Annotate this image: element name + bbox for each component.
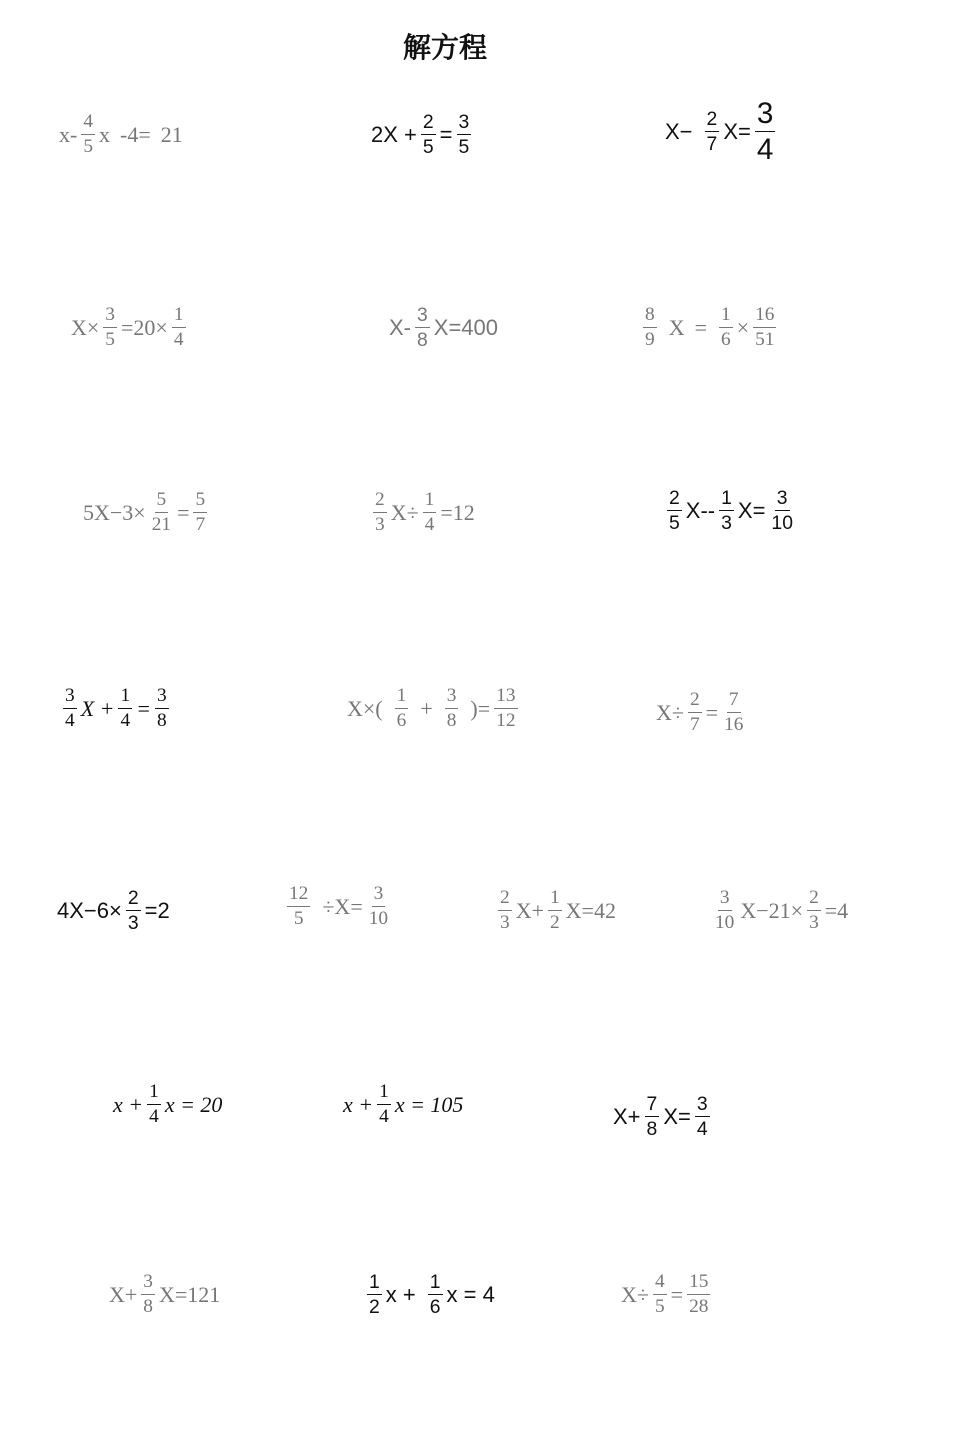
fraction-denominator: 5 <box>105 329 115 351</box>
fraction-numerator: 1 <box>423 490 437 513</box>
fraction <box>103 305 117 351</box>
equation-r6c1 <box>112 1082 223 1128</box>
equation-r3c2 <box>370 490 476 536</box>
equation-text: X= <box>663 1103 691 1129</box>
fraction-numerator: 1 <box>719 488 734 511</box>
equation-text: X- <box>389 314 411 340</box>
fraction-denominator: 16 <box>724 714 744 736</box>
fraction-denominator: 4 <box>149 1106 159 1128</box>
fraction <box>421 112 436 158</box>
fraction <box>118 686 132 732</box>
fraction <box>287 884 310 930</box>
fraction <box>172 305 186 351</box>
fraction <box>498 888 512 934</box>
fraction-numerator: 16 <box>753 305 776 328</box>
equation-text: X+ <box>515 897 544 923</box>
fraction <box>719 305 733 351</box>
fraction-denominator: 12 <box>496 710 516 732</box>
equation-text: X×( <box>347 695 383 721</box>
fraction-denominator: 5 <box>293 908 304 930</box>
fraction-numerator: 3 <box>155 686 169 709</box>
equation-r5c4 <box>710 888 849 934</box>
equation-r7c2 <box>364 1272 496 1318</box>
equation-r2c2 <box>388 305 499 351</box>
equation-text: X÷ <box>390 499 419 525</box>
fraction <box>713 888 736 934</box>
fraction <box>126 888 141 934</box>
fraction-denominator: 4 <box>120 710 131 732</box>
equation-text: X− <box>665 118 693 144</box>
fraction-denominator: 6 <box>721 329 731 351</box>
fraction-numerator: 1 <box>118 686 132 709</box>
equation-text: =12 <box>440 499 475 525</box>
fraction-denominator: 8 <box>646 1118 658 1141</box>
equation-r5c1 <box>56 888 171 934</box>
equation-text: X+ <box>613 1103 641 1129</box>
equation-text: 4X−6× <box>57 897 122 923</box>
fraction-numerator: 1 <box>172 305 186 328</box>
equation-text: x + <box>343 1091 374 1117</box>
fraction <box>415 305 430 351</box>
fraction-denominator: 8 <box>417 329 428 352</box>
equation-text: X <box>668 314 685 340</box>
equation-text: X÷ <box>656 699 684 725</box>
fraction-numerator: 2 <box>498 888 512 911</box>
fraction-numerator: 2 <box>688 690 702 713</box>
equation-text: -4= <box>120 121 151 147</box>
fraction <box>150 490 173 536</box>
fraction <box>445 686 459 732</box>
fraction <box>423 490 437 536</box>
fraction-denominator: 6 <box>429 1296 441 1319</box>
fraction <box>367 1272 382 1318</box>
fraction-numerator: 7 <box>727 690 741 713</box>
fraction-numerator: 1 <box>377 1082 391 1105</box>
fraction <box>807 888 821 934</box>
fraction-numerator: 3 <box>457 112 472 135</box>
fraction-numerator: 3 <box>415 305 430 328</box>
fraction <box>722 690 745 736</box>
fraction-denominator: 51 <box>755 329 775 351</box>
equation-r4c2 <box>346 686 521 732</box>
fraction <box>155 686 169 732</box>
fraction-numerator: 5 <box>193 490 207 513</box>
fraction <box>193 490 207 536</box>
fraction-numerator: 3 <box>445 686 459 709</box>
fraction <box>548 888 562 934</box>
fraction <box>377 1082 391 1128</box>
fraction-numerator: 7 <box>645 1094 660 1117</box>
fraction-denominator: 3 <box>127 912 139 935</box>
equation-text: × <box>736 314 750 340</box>
fraction-denominator: 4 <box>424 514 435 536</box>
fraction-denominator: 10 <box>368 908 389 930</box>
fraction-denominator: 4 <box>379 1106 389 1128</box>
fraction-denominator: 5 <box>83 136 94 158</box>
equation-text: x = 4 <box>446 1281 495 1307</box>
fraction-denominator: 2 <box>549 912 560 934</box>
fraction-numerator: 2 <box>807 888 821 911</box>
equation-text: = <box>694 314 707 340</box>
fraction-denominator: 3 <box>809 912 819 934</box>
equation-r7c1 <box>108 1272 221 1318</box>
fraction-numerator: 3 <box>141 1272 155 1295</box>
equation-r1c3 <box>664 98 778 165</box>
fraction <box>643 305 657 351</box>
fraction-denominator: 3 <box>375 514 385 536</box>
equation-text: X÷ <box>621 1281 649 1307</box>
equation-text: x = 105 <box>394 1091 464 1117</box>
fraction-denominator: 4 <box>696 1118 708 1141</box>
fraction <box>395 686 409 732</box>
fraction-denominator: 7 <box>706 133 718 156</box>
fraction <box>367 884 390 930</box>
fraction-denominator: 3 <box>500 912 510 934</box>
equation-text: X + <box>80 695 115 721</box>
equation-r2c3 <box>640 305 779 351</box>
equation-r6c3 <box>612 1094 713 1140</box>
fraction <box>753 305 776 351</box>
equation-r4c3 <box>655 690 748 736</box>
fraction-numerator: 3 <box>63 686 77 709</box>
equation-r4c1 <box>60 686 172 732</box>
equation-text: X= <box>723 118 751 144</box>
equation-text: 5X−3× <box>83 499 146 525</box>
equation-r5c3 <box>495 888 617 934</box>
fraction <box>667 488 682 534</box>
fraction-numerator: 12 <box>287 884 310 907</box>
equation-r3c3 <box>664 488 798 534</box>
equation-text: + <box>420 695 433 721</box>
equation-text: =4 <box>824 897 849 923</box>
fraction <box>688 690 702 736</box>
fraction-numerator: 15 <box>687 1272 710 1295</box>
fraction <box>687 1272 710 1318</box>
equation-text: X-- <box>685 497 716 523</box>
fraction-numerator: 1 <box>395 686 409 709</box>
equation-text: =20× <box>120 314 168 340</box>
fraction-numerator: 2 <box>126 888 141 911</box>
equation-text: x- <box>59 121 78 147</box>
fraction <box>653 1272 667 1318</box>
fraction-numerator: 13 <box>494 686 517 709</box>
fraction-denominator: 7 <box>689 714 700 736</box>
equation-text: = <box>177 499 190 525</box>
fraction-denominator: 3 <box>721 512 732 535</box>
fraction <box>705 109 720 155</box>
equation-text: X=400 <box>433 314 499 340</box>
fraction-numerator: 3 <box>103 305 117 328</box>
fraction <box>147 1082 161 1128</box>
fraction-numerator: 2 <box>667 488 682 511</box>
equation-text: X× <box>71 314 100 340</box>
equation-r1c2 <box>370 112 474 158</box>
fraction <box>141 1272 155 1318</box>
fraction-numerator: 2 <box>373 490 387 513</box>
fraction <box>373 490 387 536</box>
equation-text: x + <box>385 1281 416 1307</box>
fraction-numerator: 1 <box>719 305 733 328</box>
fraction-denominator: 10 <box>715 912 735 934</box>
fraction-denominator: 28 <box>689 1296 709 1318</box>
fraction-denominator: 9 <box>645 329 655 351</box>
fraction <box>494 686 517 732</box>
equation-r2c1 <box>70 305 189 351</box>
fraction-numerator: 3 <box>695 1094 710 1117</box>
fraction-numerator: 3 <box>755 98 776 132</box>
fraction-denominator: 2 <box>369 1296 380 1319</box>
equation-text: ÷X= <box>322 893 363 919</box>
fraction-denominator: 5 <box>458 136 470 159</box>
fraction-numerator: 4 <box>81 112 95 135</box>
equation-text: X+ <box>109 1281 138 1307</box>
equation-text: x <box>99 121 111 147</box>
fraction-numerator: 3 <box>775 488 790 511</box>
fraction-numerator: 3 <box>718 888 732 911</box>
equation-r3c1 <box>82 490 210 536</box>
fraction-numerator: 3 <box>372 884 386 907</box>
fraction-denominator: 4 <box>756 133 774 167</box>
fraction-denominator: 7 <box>195 514 206 536</box>
equation-text: = <box>705 699 719 725</box>
equation-r6c2 <box>342 1082 464 1128</box>
equation-text: X−21× <box>740 897 804 923</box>
equation-text: = <box>136 695 152 721</box>
equation-text: )= <box>470 695 491 721</box>
equation-text: = <box>670 1281 684 1307</box>
fraction-numerator: 1 <box>428 1272 443 1295</box>
fraction-numerator: 2 <box>705 109 720 132</box>
fraction <box>81 112 95 158</box>
equation-text: = <box>439 121 453 147</box>
equation-text: x + <box>113 1091 144 1117</box>
equation-text: X=42 <box>565 897 616 923</box>
fraction-denominator: 8 <box>143 1296 153 1318</box>
fraction-denominator: 4 <box>173 329 184 351</box>
fraction-denominator: 5 <box>422 136 434 159</box>
fraction-numerator: 4 <box>653 1272 667 1295</box>
equation-r1c1 <box>58 112 184 158</box>
equation-text: X=121 <box>158 1281 221 1307</box>
fraction-denominator: 10 <box>771 512 793 535</box>
fraction-numerator: 5 <box>155 490 169 513</box>
fraction <box>645 1094 660 1140</box>
equation-text: =2 <box>144 897 170 923</box>
fraction <box>769 488 795 534</box>
fraction-denominator: 21 <box>151 514 172 536</box>
fraction-denominator: 5 <box>654 1296 665 1318</box>
fraction-numerator: 1 <box>548 888 562 911</box>
fraction <box>63 686 77 732</box>
fraction-numerator: 8 <box>643 305 657 328</box>
equation-text: 2X + <box>371 121 417 147</box>
fraction-denominator: 8 <box>446 710 457 732</box>
fraction-numerator: 1 <box>367 1272 382 1295</box>
fraction-numerator: 2 <box>421 112 436 135</box>
page-title: 解方程 <box>402 31 487 64</box>
fraction-numerator: 1 <box>147 1082 161 1105</box>
fraction <box>755 98 776 165</box>
equation-text: x = 20 <box>164 1091 223 1117</box>
fraction <box>719 488 734 534</box>
equation-text: X= <box>737 497 766 523</box>
fraction-denominator: 6 <box>396 710 407 732</box>
equation-r5c2 <box>284 884 393 930</box>
fraction-denominator: 8 <box>157 710 167 732</box>
fraction <box>457 112 472 158</box>
equation-r7c3 <box>620 1272 713 1318</box>
equation-text: 21 <box>160 121 183 147</box>
fraction <box>428 1272 443 1318</box>
fraction-denominator: 5 <box>669 512 680 535</box>
fraction-denominator: 4 <box>65 710 75 732</box>
fraction <box>695 1094 710 1140</box>
